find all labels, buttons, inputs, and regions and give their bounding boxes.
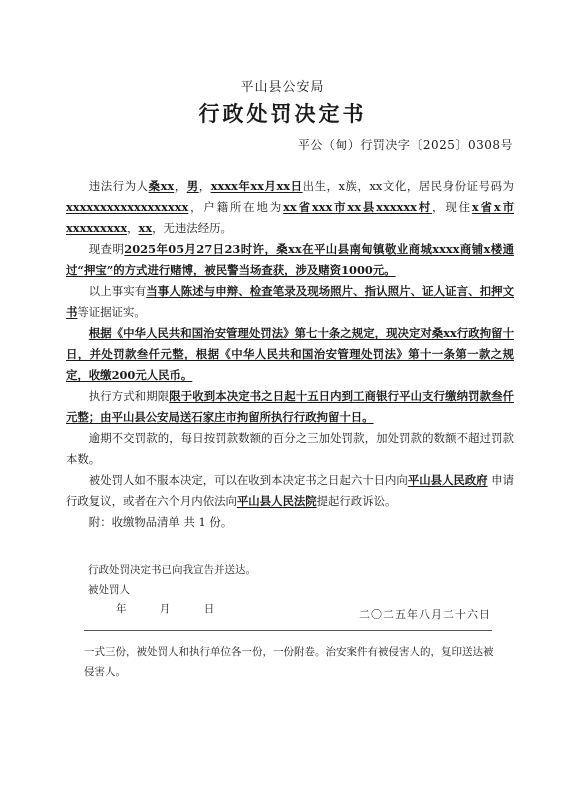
- decision-paragraph: [66, 323, 514, 386]
- text-run: 现查明: [88, 242, 125, 256]
- offender-hukou: xx省xxx市xx县xxxxxx村: [283, 200, 433, 214]
- signature-date-line: [116, 601, 214, 616]
- text-run: ，: [198, 179, 211, 193]
- day-label: 日: [203, 603, 215, 615]
- offender-residence: x省x市xxxxxxxxx: [66, 200, 514, 235]
- execution-paragraph: [66, 386, 514, 428]
- late-penalty-paragraph: 逾期不交罚款的，每日按罚款数额的百分之三加处罚款，加处罚款的数额不超过罚款本数。: [66, 431, 514, 466]
- text-run: 等证据证实。: [77, 305, 146, 319]
- year-label: 年: [116, 603, 127, 615]
- offender-id-number: xxxxxxxxxxxxxxxxxx: [66, 200, 189, 214]
- text-run: ，无违法经历。: [152, 221, 232, 235]
- issuing-agency: 平山县公安局: [240, 80, 325, 95]
- issue-date: 二〇二五年八月二十六日: [359, 608, 491, 621]
- text-run: 申请行政复议，或者在六个月内依法向: [66, 473, 514, 508]
- offender-occupation: xx: [138, 221, 153, 235]
- month-label: 月: [159, 603, 171, 615]
- text-run: 出生，x族，xx文化，居民身份证号码为: [302, 179, 514, 193]
- text-run: 提起行政诉讼。: [316, 494, 397, 508]
- evidence-paragraph: [66, 281, 514, 323]
- attachment-paragraph: 附：收缴物品清单 共 1 份。: [88, 515, 233, 529]
- review-authority: 平山县人民政府: [407, 473, 488, 487]
- text-run: ，: [174, 179, 187, 193]
- facts-paragraph: [66, 239, 514, 281]
- execution-method: 限于收到本决定书之日起十五日内到工商银行平山支行缴纳罚款叁仟元整；由平山县公安局送石家庄市拘留所执行行政拘留十日。: [66, 389, 514, 424]
- evidence-list: 当事人陈述与申辩、检查笔录及现场照片、指认照片、证人证言、扣押文书: [66, 284, 514, 319]
- facts-text: 2025年05月27日23时许，桑xx在平山县南甸镇敬业商城xxxx商铺x楼通过“押宝”的方式进行赌博，被民警当场查获，涉及赌资1000元。: [66, 242, 514, 277]
- document-number: 平公（甸）行罚决字〔2025〕0308号: [297, 138, 513, 152]
- decision-text: 根据《中华人民共和国治安管理处罚法》第七十条之规定，现决定对桑xx行政拘留十日，并处罚款叁仟元整，根据《中华人民共和国治安管理处罚法》第十一条第一款之规定，收缴200元人民币。: [66, 326, 514, 382]
- document-body: [66, 176, 514, 533]
- text-run: ，现住: [432, 200, 472, 214]
- court-name: 平山县人民法院: [236, 494, 317, 508]
- appeal-paragraph: [66, 470, 514, 512]
- offender-name: 桑xx: [148, 179, 175, 193]
- text-run: 被处罚人如不服本决定，可以在收到本决定书之日起六十日内向: [88, 473, 408, 487]
- divider-line: [84, 630, 492, 631]
- text-run: 以上事实有: [88, 284, 147, 298]
- text-run: ，户籍所在地为: [188, 200, 284, 214]
- document-title: 行政处罚决定书: [198, 101, 367, 126]
- text-run: 执行方式和期限: [88, 389, 170, 403]
- recipient-label: 被处罚人: [88, 584, 130, 596]
- text-run: 违法行为人: [88, 179, 149, 193]
- offender-dob: xxxx年xx月xx日: [210, 179, 303, 193]
- offender-gender: 男: [186, 179, 199, 193]
- text-run: ，: [127, 221, 139, 235]
- offender-paragraph: [66, 176, 514, 239]
- footer-note: 一式三份，被处罚人和执行单位各一份，一份附卷。治安案件有被侵害人的，复印送达被侵害人。: [84, 646, 494, 678]
- delivery-note: 行政处罚决定书已向我宣告并送达。: [88, 564, 256, 576]
